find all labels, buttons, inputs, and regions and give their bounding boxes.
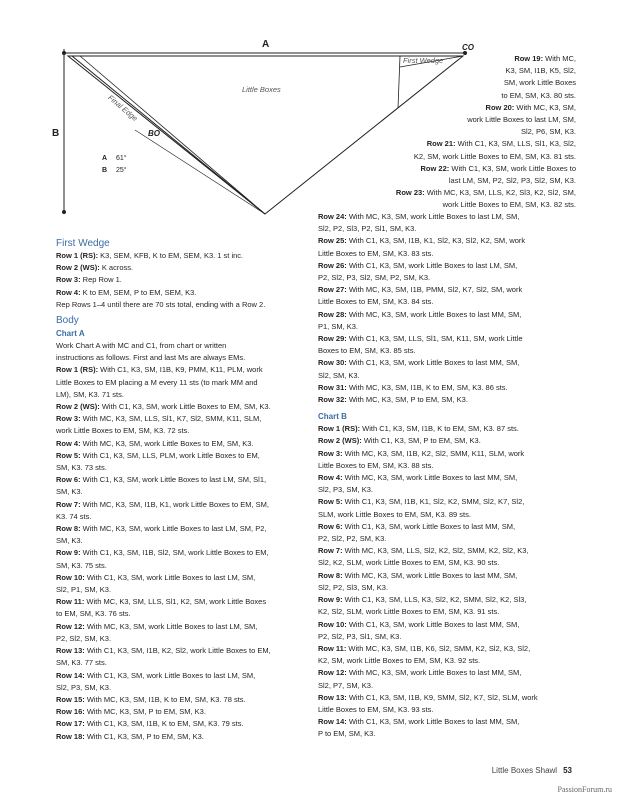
row-text: Sl2, P6, SM, K3. — [520, 127, 576, 137]
row-text: With MC, K3, SM, LLS, K2, Sl3, K2, Sl2, SM, — [424, 188, 576, 198]
row-text: With MC, K3, SM, LLS, Sl2, K2, Sl2, SMM, K2, Sl2, K3, — [342, 546, 529, 556]
row-label: Row 20: — [485, 102, 515, 112]
row-label: Row 21: — [426, 139, 456, 149]
row-label: Row 2 (WS): — [56, 402, 100, 412]
row-text: P2, Sl2, P2, SM, K3. — [318, 534, 387, 544]
row-label: Row 3: — [56, 414, 81, 424]
row-text: K2, SM, work Little Boxes to EM, SM, K3. 92 sts. — [318, 656, 481, 666]
footer-title: Little Boxes Shawl — [491, 766, 558, 775]
row-label: Row 12: — [56, 621, 85, 631]
row-label: Row 5: — [56, 450, 81, 460]
label-first-wedge: First Wedge — [403, 56, 444, 65]
instruction-line — [56, 657, 306, 669]
angle-b: B 25° — [102, 167, 127, 174]
row-text: With C1, K3, SM, work Little Boxes to last LM, SM, — [84, 670, 256, 680]
instruction-line — [56, 474, 306, 486]
row-text: With C1, K3, SM, I1B, K to EM, SM, K3. 79 sts. — [84, 719, 244, 729]
instruction-line — [56, 547, 306, 559]
row-label: Row 4: — [56, 287, 81, 297]
instruction-line — [56, 523, 306, 535]
label-final-edge: Final Edge — [106, 93, 140, 123]
instruction-line — [56, 274, 306, 286]
row-label: Row 18: — [56, 731, 85, 741]
instruction-line — [56, 287, 306, 299]
row-text: Little Boxes to EM placing a M every 11 sts (to mark MM and — [56, 377, 258, 387]
row-text: Sl2, P3, SM, K3. — [56, 682, 112, 692]
row-text: With MC, K3, SM, work Little Boxes to last MM, SM, — [346, 309, 522, 319]
row-label: Row 29: — [318, 334, 347, 344]
row-label: Row 2 (WS): — [318, 436, 362, 446]
row-text: SM, K3. 77 sts. — [56, 658, 107, 668]
instruction-line — [318, 345, 578, 357]
instruction-line — [56, 462, 306, 474]
row-label: Row 30: — [318, 358, 347, 368]
instruction-line — [56, 572, 306, 584]
body-heading: Body — [56, 315, 79, 327]
row-label: Row 31: — [318, 382, 347, 392]
label-little-boxes: Little Boxes — [242, 85, 281, 94]
row-text: work Little Boxes to EM, SM, K3. 72 sts. — [56, 426, 190, 436]
row-label: Row 27: — [318, 285, 347, 295]
instruction-line — [318, 382, 578, 394]
instruction-line — [318, 272, 578, 284]
row-text: K3, SM, I1B, K5, Sl2, — [505, 66, 576, 76]
row-text: Boxes to EM, SM, K3. 85 sts. — [318, 346, 416, 356]
row-text: With C1, K3, SM, work Little Boxes to last MM, SM, — [346, 619, 520, 629]
instruction-line — [318, 321, 578, 333]
instruction-line — [56, 560, 306, 572]
row-text: With MC, K3, SM, P to EM, SM, K3. — [346, 395, 468, 405]
row-text: With MC, K3, SM, I1B, K to EM, SM, K3. 86 sts. — [346, 382, 508, 392]
row-label: Row 1 (RS): — [318, 424, 361, 434]
row-text: LM), SM, K3. 71 sts. — [56, 389, 124, 399]
row-text: Sl2, P7, SM, K3. — [318, 680, 374, 690]
row-label: Row 28: — [318, 309, 347, 319]
row-text: SM, K3. 73 sts. — [56, 463, 107, 473]
row-label: Row 9: — [318, 595, 343, 605]
row-text: With C1, K3, SM, I1B, Sl2, SM, work Little Boxes to EM, — [80, 548, 269, 558]
chart-a-intro-2: instructions as follows. First and last Ms are always EMs. — [56, 353, 246, 363]
page-number: 53 — [563, 766, 572, 775]
row-label: Row 5: — [318, 497, 343, 507]
instruction-line — [318, 557, 578, 569]
instruction-line — [318, 619, 578, 631]
row-text: Sl2, K2, SLM, work Little Boxes to EM, SM, K3. 90 sts. — [318, 558, 500, 568]
row-text: K2, SM, work Little Boxes to EM, SM, K3. 81 sts. — [413, 151, 576, 161]
row-label: Row 26: — [318, 260, 347, 270]
instruction-line — [318, 211, 578, 223]
row-label: Row 6: — [318, 521, 343, 531]
instruction-line — [346, 53, 576, 65]
row-text: With C1, K3, SM, LLS, K3, Sl2, K2, SMM, Sl2, K2, Sl3, — [342, 595, 527, 605]
right-column — [318, 211, 578, 741]
row-label: Row 10: — [318, 619, 347, 629]
label-co: CO — [462, 43, 474, 52]
row-text: With C1, K3, SM, I1B, K2, Sl2, work Little Boxes to EM, — [84, 646, 271, 656]
row-text: With MC, K3, SM, work Little Boxes to last MM, SM, — [342, 473, 518, 483]
row-label: Row 4: — [56, 438, 81, 448]
left-column — [56, 235, 306, 743]
row-text: Sl2, P2, Sl3, P2, Sl1, SM, K3. — [318, 224, 417, 234]
instruction-line — [56, 645, 306, 657]
instruction-line — [318, 423, 578, 435]
label-bo: BO — [148, 129, 160, 138]
instruction-line — [318, 716, 578, 728]
row-text: Little Boxes to EM, SM, K3. 93 sts. — [318, 704, 434, 714]
instruction-line — [318, 309, 578, 321]
instruction-line — [346, 199, 576, 211]
instruction-line — [56, 608, 306, 620]
instruction-line — [56, 364, 306, 376]
row-text: K3, SEM, KFB, K to EM, SEM, K3. 1 st inc. — [98, 251, 244, 260]
row-text: to EM, SM, K3. 80 sts. — [501, 90, 576, 100]
instruction-line — [346, 175, 576, 187]
row-label: Row 24: — [318, 212, 347, 221]
page-footer — [492, 766, 572, 775]
row-text: work Little Boxes to last LM, SM, — [467, 115, 576, 125]
instruction-line — [56, 633, 306, 645]
row-text: SM, K3. — [56, 487, 83, 497]
row-text: With C1, K3, SM, I1B, K9, PMM, K11, PLM, work — [98, 365, 263, 375]
instruction-line — [318, 655, 578, 667]
row-label: Row 8: — [318, 570, 343, 580]
instruction-line — [56, 511, 306, 523]
row-label: Row 9: — [56, 548, 81, 558]
row-label: Row 6: — [56, 475, 81, 485]
instruction-line — [318, 509, 578, 521]
instruction-line — [318, 260, 578, 272]
instruction-line — [56, 584, 306, 596]
final-edge-line — [72, 56, 265, 214]
row-label: Row 19: — [514, 54, 544, 63]
row-text: SLM, work Little Boxes to EM, SM, K3. 89 sts. — [318, 509, 471, 519]
instruction-line — [318, 248, 578, 260]
instruction-line — [56, 718, 306, 730]
row-text: SM, K3. 75 sts. — [56, 560, 107, 570]
instruction-line — [318, 582, 578, 594]
row-text: work Little Boxes to EM, SM, K3. 82 sts. — [442, 200, 576, 210]
row-text: With MC, K3, SM, — [514, 102, 576, 112]
instruction-line — [318, 394, 578, 406]
row-label: Row 25: — [318, 236, 347, 246]
row-text: With C1, K3, SM, LLS, PLM, work Little Boxes to EM, — [80, 450, 260, 460]
instruction-line — [56, 535, 306, 547]
instruction-line — [56, 377, 306, 389]
row-text: With MC, — [543, 54, 576, 63]
row-label: Row 1 (RS): — [56, 365, 99, 375]
row-text: With C1, K3, SM, LLS, Sl1, SM, K11, SM, work Little — [346, 334, 523, 344]
row-text: Rep Row 1. — [80, 275, 122, 285]
instruction-line — [56, 670, 306, 682]
row-text: With C1, K3, SM, work Little Boxes to last MM, SM, — [342, 521, 516, 531]
row-text: Rep Rows 1–4 until there are 70 sts total, ending with a Row 2. — [56, 299, 266, 309]
instruction-line — [318, 545, 578, 557]
instruction-line — [318, 667, 578, 679]
row-text: With C1, K3, SM, P to EM, SM, K3. — [84, 731, 204, 741]
instruction-line — [56, 401, 306, 413]
instruction-line — [318, 704, 578, 716]
instruction-line — [318, 370, 578, 382]
instruction-line — [56, 425, 306, 437]
row-text: K to EM, SEM, P to EM, SEM, K3. — [80, 287, 197, 297]
row-text: With MC, K3, SM, P to EM, SM, K3. — [84, 707, 206, 717]
instruction-line — [318, 235, 578, 247]
instruction-line — [56, 250, 306, 262]
instruction-line — [346, 151, 576, 163]
instruction-line — [318, 533, 578, 545]
row-label: Row 3: — [318, 448, 343, 458]
row-text: With C1, K3, SM, work Little Boxes to last MM, SM, — [346, 717, 520, 727]
row-text: With C1, K3, SM, I1B, K9, SMM, Sl2, K7, Sl2, SLM, work — [346, 692, 538, 702]
row-label: Row 32: — [318, 395, 347, 405]
instruction-line — [346, 102, 576, 114]
row-text: With MC, K3, SM, LLS, Sl1, K2, SM, work Little Boxes — [84, 597, 267, 607]
row-label: Row 8: — [56, 524, 81, 534]
row-label: Row 4: — [318, 473, 343, 483]
instruction-line — [346, 163, 576, 175]
instruction-line — [318, 680, 578, 692]
row-text: Little Boxes to EM, SM, K3. 83 sts. — [318, 248, 434, 258]
row-label: Row 15: — [56, 694, 85, 704]
row-label: Row 7: — [318, 546, 343, 556]
row-label: Row 22: — [420, 163, 450, 173]
row-text: Sl2, P1, SM, K3. — [56, 585, 112, 595]
watermark: PassionForum.ru — [557, 785, 612, 794]
row-label: Row 14: — [318, 717, 347, 727]
instruction-line — [56, 731, 306, 743]
row-text: With MC, K3, SM, I1B, K1, work Little Boxes to EM, SM, — [80, 499, 269, 509]
label-a: A — [262, 39, 270, 50]
row-text: With C1, K3, SM, I1B, K to EM, SM, K3. 87 sts. — [360, 424, 519, 434]
row-text: K2, Sl2, SLM, work Little Boxes to EM, SM, K3. 91 sts. — [318, 607, 500, 617]
instruction-line — [318, 606, 578, 618]
row-label: Row 13: — [318, 692, 347, 702]
instruction-line — [56, 486, 306, 498]
instruction-line — [346, 90, 576, 102]
instruction-line — [346, 77, 576, 89]
instruction-line — [346, 114, 576, 126]
row-text: With C1, K3, SM, I1B, K1, Sl2, K3, Sl2, K2, SM, work — [346, 236, 526, 246]
row-text: Little Boxes to EM, SM, K3. 88 sts. — [318, 460, 434, 470]
instruction-line — [318, 728, 578, 740]
angle-a: A 61° — [102, 155, 127, 162]
row-text: With MC, K3, SM, work Little Boxes to last MM, SM, — [346, 668, 522, 678]
row-text: SM, work Little Boxes — [503, 78, 576, 88]
instruction-line — [318, 631, 578, 643]
instruction-line — [318, 435, 578, 447]
instruction-line — [56, 694, 306, 706]
row-text: P2, Sl2, P3, Sl1, SM, K3. — [318, 631, 402, 641]
row-text: last LM, SM, P2, Sl2, P3, Sl2, SM, K3. — [448, 176, 576, 186]
label-b: B — [52, 128, 60, 139]
instruction-line — [318, 460, 578, 472]
row-text: P2, Sl2, SM, K3. — [56, 633, 112, 643]
row-label: Row 16: — [56, 707, 85, 717]
instruction-line — [318, 296, 578, 308]
row-text: With MC, K3, SM, work Little Boxes to last LM, SM, P2, — [80, 524, 267, 534]
instruction-line — [318, 448, 578, 460]
instruction-line — [56, 682, 306, 694]
row-text: With C1, K3, SM, I1B, K1, Sl2, K2, SMM, Sl2, K7, Sl2, — [342, 497, 525, 507]
instruction-line — [318, 223, 578, 235]
row-text: With C1, K3, SM, work Little Boxes to last LM, SM, Sl1, — [80, 475, 267, 485]
instruction-line — [318, 333, 578, 345]
row-text: With C1, K3, SM, work Little Boxes to EM, SM, K3. — [99, 402, 271, 412]
first-wedge-rows — [56, 250, 306, 311]
instruction-line — [56, 596, 306, 608]
chart-a-rows-continued — [318, 211, 578, 406]
chart-b-rows — [318, 423, 578, 740]
instruction-line — [318, 692, 578, 704]
row-text: With MC, K3, SM, I1B, PMM, Sl2, K7, Sl2, SM, work — [346, 285, 523, 295]
instruction-line — [56, 621, 306, 633]
instruction-line — [318, 484, 578, 496]
row-text: to EM, SM, K3. 76 sts. — [56, 609, 131, 619]
row-label: Row 12: — [318, 668, 347, 678]
instruction-line — [318, 357, 578, 369]
row-text: P1, SM, K3. — [318, 321, 359, 331]
row-text: SM, K3. — [56, 536, 83, 546]
instruction-line — [56, 706, 306, 718]
instruction-line — [318, 284, 578, 296]
instruction-line — [346, 187, 576, 199]
row-label: Row 11: — [318, 643, 347, 653]
row-text: P2, Sl2, P3, Sl2, SM, P2, SM, K3. — [318, 273, 431, 283]
row-label: Row 10: — [56, 572, 85, 582]
instruction-line — [346, 126, 576, 138]
instruction-line — [318, 521, 578, 533]
row-label: Row 14: — [56, 670, 85, 680]
row-text: With MC, K3, SM, work Little Boxes to EM, SM, K3. — [80, 438, 254, 448]
instruction-line — [318, 594, 578, 606]
instruction-line — [56, 413, 306, 425]
row-text: With MC, K3, SM, LLS, Sl1, K7, Sl2, SMM, K11, SLM, — [80, 414, 262, 424]
instruction-line — [318, 496, 578, 508]
instruction-line — [56, 450, 306, 462]
instruction-line — [56, 499, 306, 511]
row-text: With C1, K3, SM, work Little Boxes to last LM, SM, — [84, 572, 256, 582]
row-text: Sl2, SM, K3. — [318, 370, 360, 380]
instruction-line — [56, 438, 306, 450]
row-text: With C1, K3, SM, P to EM, SM, K3. — [361, 436, 481, 446]
row-text: With MC, K3, SM, I1B, K6, Sl2, SMM, K2, Sl2, K3, Sl2, — [346, 643, 531, 653]
row-text: Sl2, P3, SM, K3. — [318, 485, 374, 495]
row-label: Row 7: — [56, 499, 81, 509]
chart-b-heading: Chart B — [318, 412, 347, 422]
row-text: K across. — [99, 263, 134, 273]
instruction-line — [56, 389, 306, 401]
row-label: Row 23: — [395, 188, 425, 198]
first-wedge-heading: First Wedge — [56, 238, 110, 249]
instruction-line — [56, 299, 306, 311]
instruction-line — [318, 570, 578, 582]
instruction-line — [346, 138, 576, 150]
instruction-line — [318, 472, 578, 484]
row-label: Row 1 (RS): — [56, 251, 99, 260]
chart-a-intro-1: Work Chart A with MC and C1, from chart or written — [56, 341, 227, 351]
row-text: With MC, K3, SM, I1B, K2, Sl2, SMM, K11, SLM, work — [342, 448, 525, 458]
row-text: With C1, K3, SM, work Little Boxes to last MM, SM, — [346, 358, 520, 368]
row-label: Row 11: — [56, 597, 85, 607]
instruction-line — [318, 643, 578, 655]
row-text: With C1, K3, SM, work Little Boxes to — [449, 163, 576, 173]
row-text: With MC, K3, SM, work Little Boxes to last LM, SM, — [84, 621, 258, 631]
row-label: Row 13: — [56, 646, 85, 656]
row-text: P to EM, SM, K3. — [318, 729, 376, 739]
row-text: With C1, K3, SM, LLS, Sl1, K3, Sl2, — [455, 139, 576, 149]
row-label: Row 2 (WS): — [56, 263, 100, 273]
row-text: Little Boxes to EM, SM, K3. 84 sts. — [318, 297, 434, 307]
row-text: With MC, K3, SM, work Little Boxes to last LM, SM, — [346, 212, 520, 221]
row-text: Sl2, P2, Sl3, SM, K3. — [318, 582, 389, 592]
chart-a-rows — [56, 364, 306, 742]
row-label: Row 17: — [56, 719, 85, 729]
instruction-line — [56, 262, 306, 274]
row-label: Row 3: — [56, 275, 81, 285]
row-text: With MC, K3, SM, work Little Boxes to last MM, SM, — [342, 570, 518, 580]
instruction-line — [346, 65, 576, 77]
row-text: K3. 74 sts. — [56, 511, 92, 521]
right-top-rows — [346, 53, 576, 212]
chart-a-heading: Chart A — [56, 329, 85, 339]
row-text: With MC, K3, SM, I1B, K to EM, SM, K3. 78 sts. — [84, 694, 246, 704]
row-text: With C1, K3, SM, work Little Boxes to last LM, SM, — [346, 260, 518, 270]
